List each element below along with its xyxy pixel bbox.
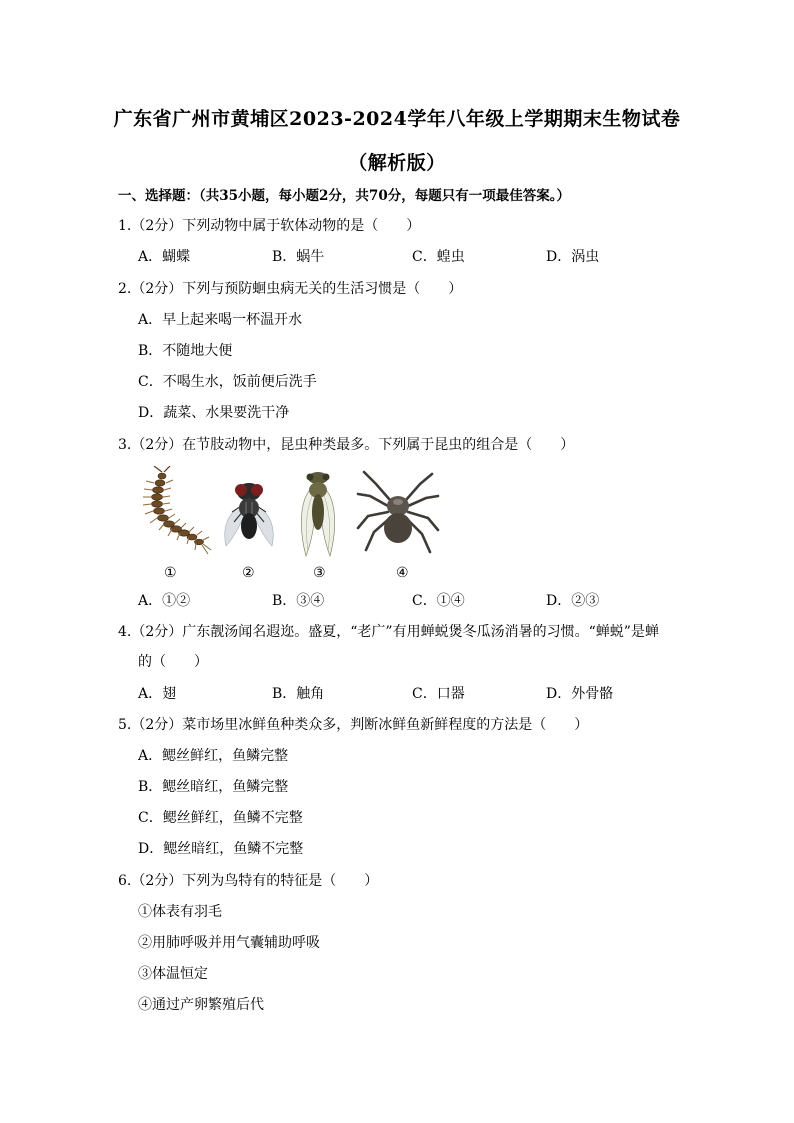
q5-option-a: A．鳃丝鲜红，鱼鳞完整 xyxy=(138,748,289,764)
question-6-stem: 6.（2分）下列为鸟特有的特征是（ ） xyxy=(118,873,379,889)
image-label-4: ④ xyxy=(396,565,409,581)
question-4-stem-line2: 的（ ） xyxy=(138,654,208,670)
question-1-stem: 1.（2分）下列动物中属于软体动物的是（ ） xyxy=(118,218,421,234)
question-3-stem: 3.（2分）在节肢动物中，昆虫种类最多。下列属于昆虫的组合是（ ） xyxy=(118,437,575,453)
q4-option-c: C．口器 xyxy=(412,686,465,702)
q1-option-c: C．蝗虫 xyxy=(412,249,465,265)
image-label-1: ① xyxy=(164,565,177,581)
q6-item-3: ③体温恒定 xyxy=(138,966,208,982)
q2-option-d: D．蔬菜、水果要洗干净 xyxy=(138,405,290,421)
image-label-3: ③ xyxy=(313,565,326,581)
q5-option-c: C．鳃丝鲜红，鱼鳞不完整 xyxy=(138,810,303,826)
q4-option-d: D．外骨骼 xyxy=(546,686,614,702)
q3-option-b: B．③④ xyxy=(272,593,325,609)
exam-title: 广东省广州市黄埔区2023-2024学年八年级上学期期末生物试卷 xyxy=(113,108,681,130)
centipede-icon xyxy=(140,466,212,558)
q2-option-c: C．不喝生水，饭前便后洗手 xyxy=(138,374,317,390)
question-5-stem: 5.（2分）菜市场里冰鲜鱼种类众多，判断冰鲜鱼新鲜程度的方法是（ ） xyxy=(118,717,589,733)
q3-option-c: C．①④ xyxy=(412,593,465,609)
q6-item-1: ①体表有羽毛 xyxy=(138,904,222,920)
spider-icon xyxy=(354,466,442,558)
q5-option-b: B．鳃丝暗红，鱼鳞完整 xyxy=(138,779,289,795)
fly-icon xyxy=(218,466,280,558)
q2-option-a: A．早上起来喝一杯温开水 xyxy=(138,312,303,328)
q1-option-b: B．蜗牛 xyxy=(272,249,325,265)
q6-item-2: ②用肺呼吸并用气囊辅助呼吸 xyxy=(138,935,320,951)
q4-option-b: B．触角 xyxy=(272,686,325,702)
q2-option-b: B．不随地大便 xyxy=(138,343,233,359)
image-label-2: ② xyxy=(242,565,255,581)
question-2-stem: 2.（2分）下列与预防蛔虫病无关的生活习惯是（ ） xyxy=(118,281,463,297)
q5-option-d: D．鳃丝暗红，鱼鳞不完整 xyxy=(138,841,304,857)
question-4-stem-line1: 4.（2分）广东靓汤闻名遐迩。盛夏，“老广”有用蝉蜕煲冬瓜汤消暑的习惯。“蝉蜕”是蝉 xyxy=(118,624,659,640)
exam-subtitle: （解析版） xyxy=(348,152,446,174)
q4-option-a: A．翅 xyxy=(138,686,177,702)
q1-option-a: A．蝴蝶 xyxy=(138,249,191,265)
q1-option-d: D．涡虫 xyxy=(546,249,600,265)
section-heading: 一、选择题：（共35小题，每小题2分，共70分，每题只有一项最佳答案。） xyxy=(118,188,570,204)
q3-option-a: A．①② xyxy=(138,593,191,609)
q6-item-4: ④通过产卵繁殖后代 xyxy=(138,997,264,1013)
q3-option-d: D．②③ xyxy=(546,593,600,609)
cicada-icon xyxy=(292,466,344,558)
